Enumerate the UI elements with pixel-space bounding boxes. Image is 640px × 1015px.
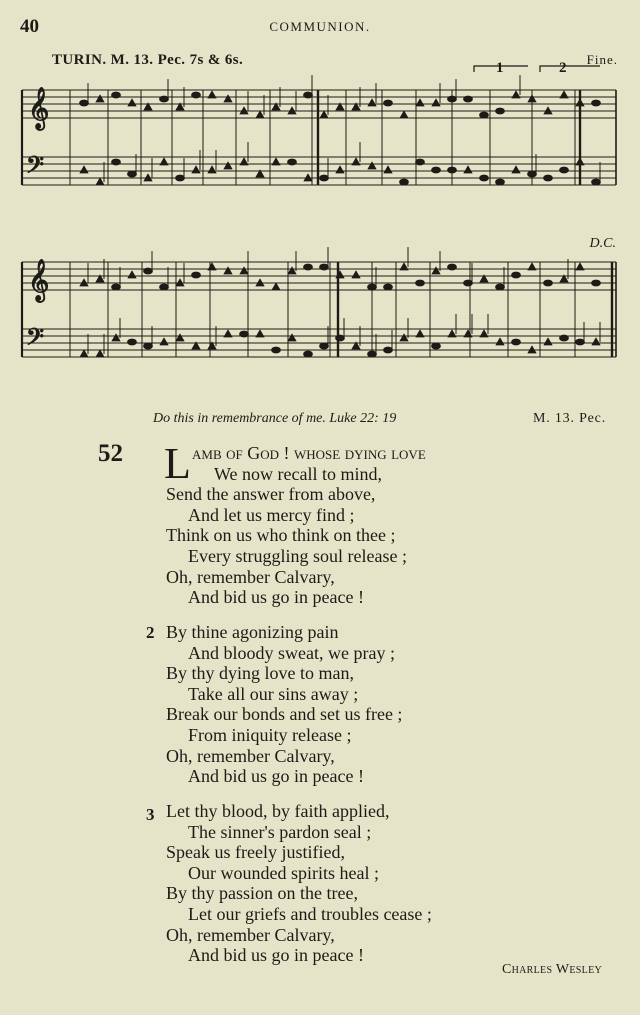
treble-clef: 𝄞 <box>28 260 50 301</box>
note-head <box>240 158 248 165</box>
stanza-line: We now recall to mind, <box>214 463 383 484</box>
stanza-line: Oh, remember Calvary, <box>166 924 335 945</box>
note-head <box>112 159 121 165</box>
note-head <box>272 347 281 353</box>
note-head <box>256 330 264 337</box>
stanza-line: And bid us go in peace ! <box>188 945 364 966</box>
note-head <box>160 338 168 345</box>
note-head <box>144 343 153 349</box>
note-head <box>352 158 360 165</box>
note-head <box>432 343 441 349</box>
stanza-line: Break our bonds and set us free ; <box>166 704 403 725</box>
note-head <box>544 175 553 181</box>
note-head <box>128 339 137 345</box>
note-head <box>480 330 488 337</box>
note-head <box>128 99 136 106</box>
note-head <box>80 166 88 173</box>
note-head <box>576 158 584 165</box>
note-head <box>592 280 601 286</box>
hymn-number: 52 <box>98 440 123 467</box>
note-head <box>496 284 505 290</box>
stanza-line: Our wounded spirits heal ; <box>188 862 379 883</box>
treble-clef: 𝄞 <box>28 88 50 129</box>
stanza-line: Think on us who think on thee ; <box>166 525 396 546</box>
stanza-3 <box>146 801 432 966</box>
stanza-line: And bid us go in peace ! <box>188 766 364 787</box>
note-head <box>464 330 472 337</box>
note-head <box>208 263 216 270</box>
note-head <box>480 112 489 118</box>
fine-marking: Fine. <box>586 52 618 67</box>
note-head <box>320 343 329 349</box>
stanza-line: amb of God ! whose dying love <box>192 443 426 463</box>
stanza-line: By thine agonizing pain <box>166 622 339 642</box>
note-head <box>448 167 457 173</box>
note-head <box>192 272 201 278</box>
note-head <box>576 99 584 106</box>
note-head <box>336 166 344 173</box>
note-head <box>128 171 137 177</box>
section-header: COMMUNION. <box>269 19 371 34</box>
note-head <box>224 330 232 337</box>
note-head <box>512 339 521 345</box>
note-head <box>384 100 393 106</box>
note-head <box>368 162 376 169</box>
note-head <box>192 166 200 173</box>
note-head <box>416 330 424 337</box>
note-head <box>528 95 536 102</box>
meter-label: M. 13. Pec. <box>533 411 606 426</box>
note-head <box>512 166 520 173</box>
author-credit: Charles Wesley <box>502 962 602 977</box>
note-head <box>304 351 313 357</box>
note-head <box>112 284 121 290</box>
bass-clef: 𝄢 <box>26 323 45 356</box>
note-head <box>512 91 520 98</box>
note-head <box>288 334 296 341</box>
note-head <box>272 158 280 165</box>
note-head <box>560 91 568 98</box>
tune-name: TURIN. M. 13. Pec. 7s & 6s. <box>52 52 244 68</box>
note-head <box>368 284 377 290</box>
note-head <box>560 335 569 341</box>
note-head <box>288 267 296 274</box>
first-ending-number: 1 <box>496 60 504 76</box>
note-head <box>352 271 360 278</box>
note-head <box>128 271 136 278</box>
note-head <box>592 100 601 106</box>
second-ending-number: 2 <box>559 60 567 76</box>
note-head <box>288 159 297 165</box>
stanza-line: Speak us freely justified, <box>166 842 345 863</box>
stanza-line-wrap <box>146 622 402 643</box>
note-head <box>112 92 121 98</box>
note-head <box>528 171 537 177</box>
note-head <box>384 166 392 173</box>
note-head <box>160 284 169 290</box>
stanza-line: Send the answer from above, <box>166 484 376 505</box>
note-head <box>496 338 504 345</box>
note-head <box>336 335 345 341</box>
note-head <box>448 96 457 102</box>
stanza-line: By thy dying love to man, <box>166 663 354 684</box>
note-head <box>400 263 408 270</box>
page-number: 40 <box>20 16 39 37</box>
note-head <box>272 283 280 290</box>
note-head <box>416 280 425 286</box>
note-head <box>448 330 456 337</box>
stanza-line: Take all our sins away ; <box>188 683 359 704</box>
note-head <box>304 92 313 98</box>
note-head <box>512 272 521 278</box>
note-head <box>496 179 505 185</box>
note-head <box>80 350 88 357</box>
note-head <box>176 334 184 341</box>
bass-clef: 𝄢 <box>26 151 45 184</box>
note-head <box>544 280 553 286</box>
verse-number: 3 <box>146 805 155 824</box>
scripture-epigraph: Do this in remembrance of me. Luke 22: 19 <box>153 411 397 426</box>
note-head <box>432 99 440 106</box>
note-head <box>448 264 457 270</box>
note-head <box>176 175 185 181</box>
stanza-line: And let us mercy find ; <box>188 504 355 525</box>
note-head <box>368 351 377 357</box>
note-head <box>256 111 264 118</box>
note-head <box>592 338 600 345</box>
note-head <box>144 268 153 274</box>
note-head <box>528 263 536 270</box>
stanza-line: Oh, remember Calvary, <box>166 566 335 587</box>
note-head <box>304 264 313 270</box>
note-head <box>560 167 569 173</box>
da-capo-marking: D.C. <box>589 236 616 251</box>
note-head <box>320 264 329 270</box>
note-head <box>368 99 376 106</box>
stanza-line: By thy passion on the tree, <box>166 883 358 904</box>
note-head <box>384 347 393 353</box>
note-head <box>192 92 201 98</box>
stanza-line: Let our griefs and troubles cease ; <box>188 903 432 924</box>
note-head <box>160 96 169 102</box>
note-head <box>544 338 552 345</box>
note-head <box>224 162 232 169</box>
note-head <box>400 179 409 185</box>
drop-cap-initial: L <box>164 439 191 488</box>
note-head <box>240 331 249 337</box>
note-head <box>416 99 424 106</box>
note-head <box>464 166 472 173</box>
note-head <box>320 175 329 181</box>
stanza-line: And bloody sweat, we pray ; <box>188 642 395 663</box>
note-head <box>464 280 473 286</box>
note-head <box>208 166 216 173</box>
note-head <box>96 178 104 185</box>
note-head <box>576 263 584 270</box>
note-head <box>208 91 216 98</box>
stanza-line: From iniquity release ; <box>188 724 352 745</box>
note-head <box>160 158 168 165</box>
stanza-line-wrap <box>146 801 432 824</box>
stanza-line: And bid us go in peace ! <box>188 587 364 608</box>
note-head <box>96 350 104 357</box>
stanza-line: The sinner's pardon seal ; <box>188 821 372 842</box>
stanza-2 <box>146 622 403 787</box>
stanza-line: Let thy blood, by faith applied, <box>166 801 390 821</box>
note-head <box>480 175 489 181</box>
note-head <box>80 100 89 106</box>
note-head <box>464 96 473 102</box>
stanza-line: Oh, remember Calvary, <box>166 745 335 766</box>
note-head <box>320 111 328 118</box>
note-head <box>240 267 248 274</box>
note-head <box>432 267 440 274</box>
stanza-line: Every struggling soul release ; <box>188 545 407 566</box>
note-head <box>576 339 585 345</box>
note-head <box>400 111 408 118</box>
note-head <box>384 284 393 290</box>
note-head <box>112 334 120 341</box>
note-head <box>496 108 505 114</box>
note-head <box>416 159 425 165</box>
note-head <box>432 167 441 173</box>
note-head <box>224 95 232 102</box>
note-head <box>400 334 408 341</box>
note-head <box>592 179 601 185</box>
note-head <box>96 95 104 102</box>
stanza-1 <box>160 439 426 608</box>
verse-number: 2 <box>146 623 155 642</box>
note-head <box>224 267 232 274</box>
